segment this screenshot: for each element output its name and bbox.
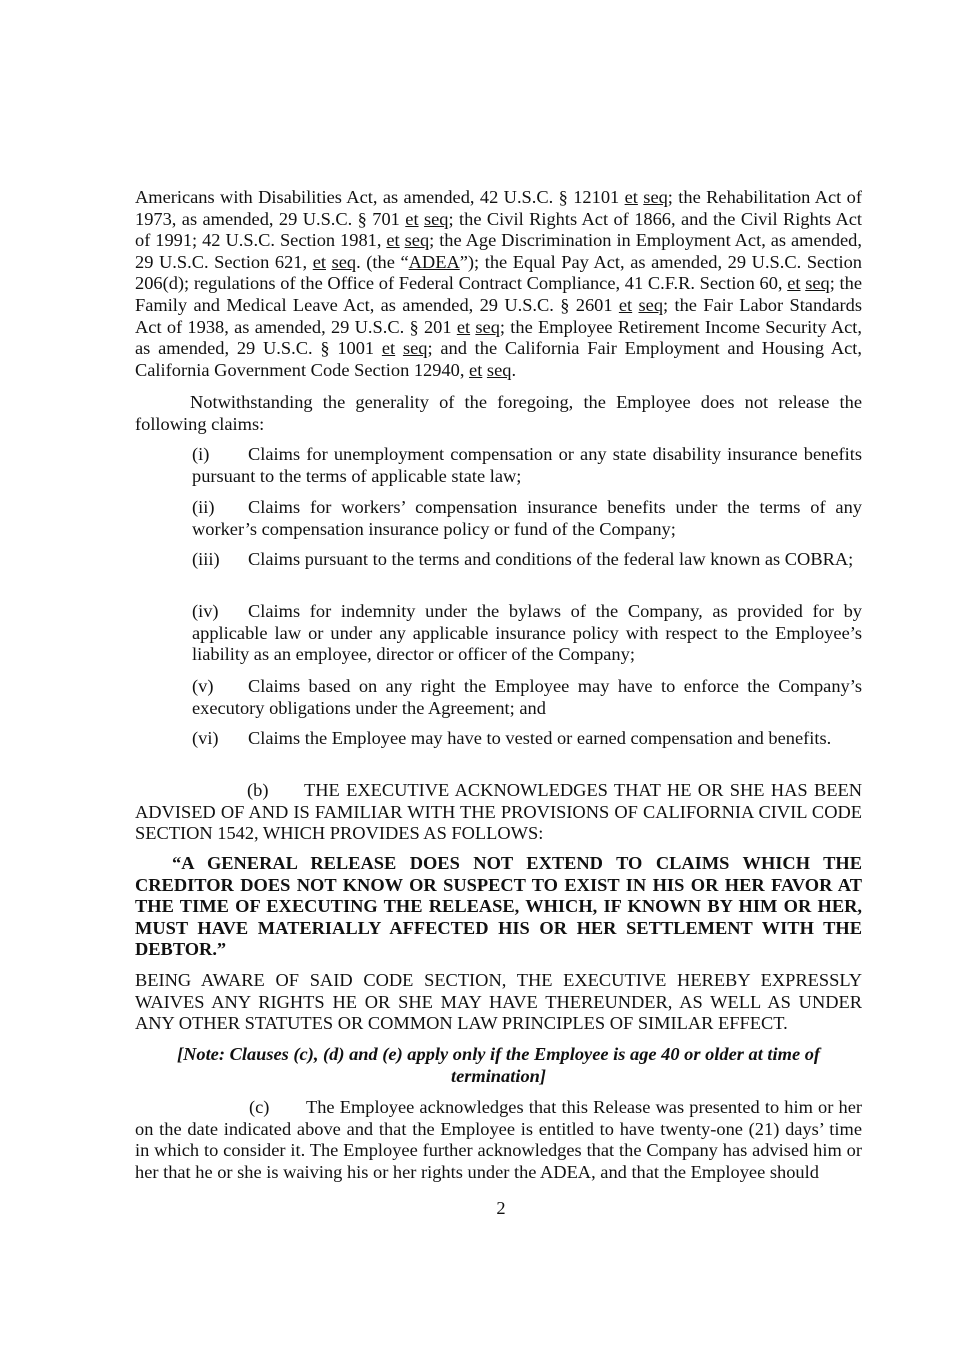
claim-text: Claims for unemployment compensation or any state disability insurance benefits pursuant to the terms of applicable state law;: [192, 444, 862, 486]
statutes-paragraph: Americans with Disabilities Act, as amended, 42 U.S.C. § 12101 et seq; the Rehabilitation Act of 1973, as amended, 29 U.S.C. § 701 et seq; the Civil Rights Act of 1866, and the Civil Rights Act of 1991; 42 U.S.C. Section 1981, et seq; the Age Discrimination in Employment Act, as amended, 29 U.S.C. Section 621, et seq. (the “ADEA”); the Equal Pay Act, as amended, 29 U.S.C. Section 206(d); regulations of the Office of Federal Contract Compliance, 41 C.F.R. Section 60, et seq; the Family and Medical Leave Act, as amended, 29 U.S.C. § 2601 et seq; the Fair Labor Standards Act of 1938, as amended, 29 U.S.C. § 201 et seq; the Employee Retirement Income Security Act, as amended, 29 U.S.C. § 1001 et seq; and the California Fair Employment and Housing Act, California Government Code Section 12940, et seq.: [135, 187, 863, 380]
paragraph-b-text: THE EXECUTIVE ACKNOWLEDGES THAT HE OR SHE HAS BEEN ADVISED OF AND IS FAMILIAR WITH THE PROVISIONS OF CALIFORNIA CIVIL CODE SECTION 1542, WHICH PROVIDES AS FOLLOWS:: [135, 780, 862, 844]
paragraph-c-label: (c): [249, 1097, 270, 1117]
claim-label: (iii): [192, 549, 220, 569]
claim-label: (iv): [192, 601, 219, 621]
claim-text: Claims for indemnity under the bylaws of the Company, as provided for by applicable law or under any applicable insurance policy with respect to the Employee’s liability as an employee, director or officer of the Company;: [192, 601, 862, 665]
claim-item: [192, 676, 862, 719]
claim-item: [192, 497, 862, 540]
page-number: 2: [496, 1198, 506, 1218]
waiver-paragraph: BEING AWARE OF SAID CODE SECTION, THE EXECUTIVE HEREBY EXPRESSLY WAIVES ANY RIGHTS HE OR SHE MAY HAVE THEREUNDER, AS WELL AS UNDER ANY OTHER STATUTES OR COMMON LAW PRINCIPLES OF SIMILAR EFFECT.: [135, 970, 862, 1034]
claim-item: [192, 728, 862, 750]
paragraph-c-text: The Employee acknowledges that this Release was presented to him or her on the date indicated above and that the Employee is entitled to have twenty-one (21) days’ time in which to consider it. The Employee further acknowledges that the Company has advised him or her that he or she is waiving his or her rights under the ADEA, and that the Employee should: [135, 1097, 862, 1182]
civil-code-1542-quote: “A GENERAL RELEASE DOES NOT EXTEND TO CLAIMS WHICH THE CREDITOR DOES NOT KNOW OR SUSPECT TO EXIST IN HIS OR HER FAVOR AT THE TIME OF EXECUTING THE RELEASE, WHICH, IF KNOWN BY HIM OR HER, MUST HAVE MATERIALLY AFFECTED HIS OR HER SETTLEMENT WITH THE DEBTOR.”: [135, 853, 862, 960]
claim-label: (vi): [192, 728, 219, 748]
paragraph-b-label: (b): [247, 780, 269, 800]
claim-label: (v): [192, 676, 214, 696]
paragraph-b: [135, 780, 862, 845]
age-40-note: [Note: Clauses (c), (d) and (e) apply only if the Employee is age 40 or older at time of termination]: [176, 1044, 821, 1086]
notwithstanding-paragraph: Notwithstanding the generality of the foregoing, the Employee does not release the following claims:: [135, 392, 862, 434]
claim-text: Claims the Employee may have to vested or earned compensation and benefits.: [248, 728, 832, 748]
claim-item: [192, 601, 862, 666]
claim-text: Claims based on any right the Employee may have to enforce the Company’s executory obligations under the Agreement; and: [192, 676, 862, 718]
claim-label: (i): [192, 444, 210, 464]
claim-text: Claims pursuant to the terms and conditions of the federal law known as COBRA;: [248, 549, 854, 569]
claim-label: (ii): [192, 497, 215, 517]
claim-text: Claims for workers’ compensation insurance benefits under the terms of any worker’s compensation insurance policy or fund of the Company;: [192, 497, 862, 539]
claim-item: [192, 444, 862, 487]
paragraph-c: [135, 1097, 862, 1183]
claim-item: [192, 549, 862, 571]
